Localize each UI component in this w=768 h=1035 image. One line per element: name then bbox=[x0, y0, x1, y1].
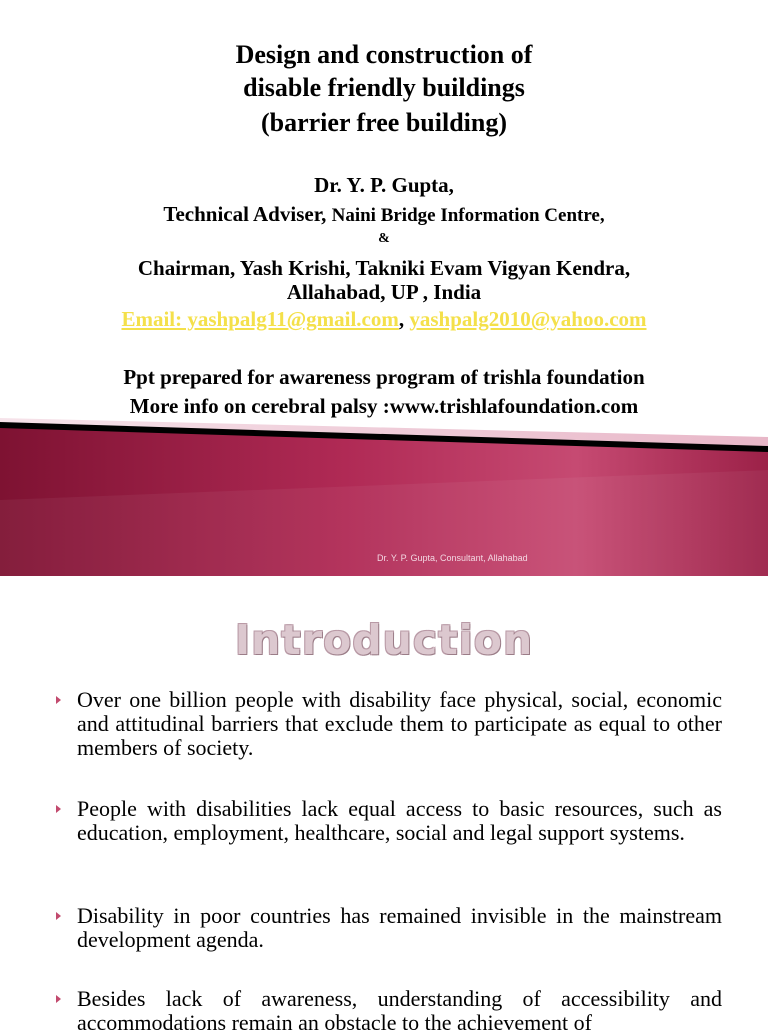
email-link-2[interactable]: yashpalg2010@yahoo.com bbox=[409, 307, 647, 331]
list-item bbox=[77, 904, 722, 952]
bullet-text: Disability in poor countries has remained invisible in the mainstream development agenda. bbox=[77, 903, 722, 952]
ppt-note-line-1: Ppt prepared for awareness program of trishla foundation bbox=[123, 365, 645, 389]
slide-footer: Dr. Y. P. Gupta, Consultant, Allahabad bbox=[377, 553, 528, 563]
slide-title: Introduction bbox=[234, 616, 534, 664]
list-item bbox=[77, 987, 722, 1035]
bullet-text: Over one billion people with disability face physical, social, economic and attitudinal barriers that exclude them to participate as equal to other members of society. bbox=[77, 687, 722, 760]
email-separator: , bbox=[398, 307, 405, 331]
chairman-line: Chairman, Yash Krishi, Takniki Evam Vigyan Kendra, bbox=[137, 256, 631, 280]
location-line: Allahabad, UP , India bbox=[286, 280, 482, 304]
ppt-note-line-2: More info on cerebral palsy :www.trishlafoundation.com bbox=[129, 394, 639, 418]
bullet-arrow-icon bbox=[56, 696, 61, 704]
bullet-arrow-icon bbox=[56, 995, 61, 1003]
bullet-arrow-icon bbox=[56, 805, 61, 813]
ampersand: & bbox=[378, 231, 390, 246]
introduction-slide bbox=[0, 576, 768, 1035]
title-line-1: Design and construction of bbox=[235, 40, 533, 69]
bullet-text: Besides lack of awareness, understanding of accessibility and accommodations remain an obstacle to the achievement of bbox=[77, 986, 722, 1035]
author-role bbox=[0, 202, 768, 227]
bullet-arrow-icon bbox=[56, 912, 61, 920]
title-line-2: disable friendly buildings bbox=[243, 73, 525, 102]
email-link-1[interactable]: Email: yashpalg11@gmail.com bbox=[121, 307, 399, 331]
title-line-3: (barrier free building) bbox=[260, 108, 507, 137]
bullet-text: People with disabilities lack equal access to basic resources, such as education, employment, healthcare, social and legal support systems. bbox=[77, 796, 722, 845]
author-name: Dr. Y. P. Gupta, bbox=[314, 173, 454, 197]
list-item bbox=[77, 688, 722, 760]
email-line bbox=[0, 307, 768, 332]
role-organization: Naini Bridge Information Centre, bbox=[331, 205, 605, 226]
role-prefix: Technical Adviser, bbox=[163, 202, 327, 226]
list-item bbox=[77, 797, 722, 845]
